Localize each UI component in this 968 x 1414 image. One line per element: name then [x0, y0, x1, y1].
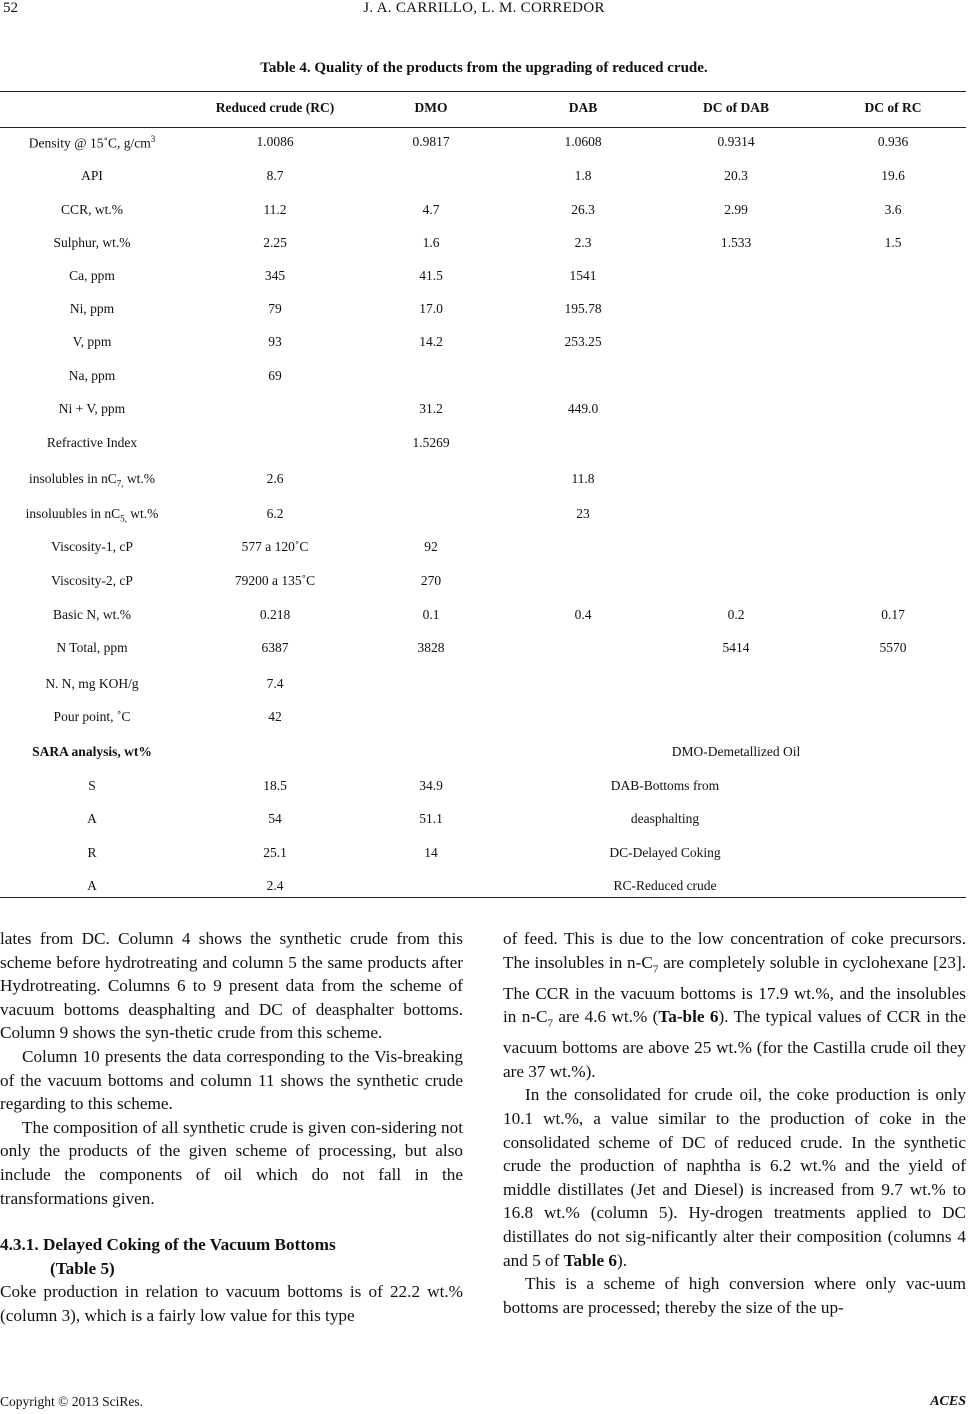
- table-cell: 5414: [722, 640, 750, 655]
- table-cell: 270: [420, 573, 442, 588]
- table-cell: 0.1: [422, 607, 440, 622]
- table-header-row: [0, 100, 966, 120]
- running-head: J. A. CARRILLO, L. M. CORREDOR: [363, 0, 605, 16]
- table-cell: 0.17: [881, 607, 905, 622]
- table-cell: 0.936: [877, 134, 909, 149]
- copyright-footer: Copyright © 2013 SciRes.: [0, 1394, 144, 1409]
- table-reference-link: Table 6: [563, 1250, 617, 1270]
- sara-row: [0, 811, 966, 831]
- table-cell: 5570: [879, 640, 907, 655]
- row-label: Density @ 15˚C, $g/cm^3$: [28, 134, 156, 151]
- table-row: [0, 539, 966, 559]
- table-cell: 8.7: [266, 168, 284, 183]
- section-heading-title: 4.3.1. Delayed Coking of the Vacuum Bottoms: [0, 1235, 336, 1255]
- table-row: [0, 506, 966, 526]
- table-cell: 25.1: [263, 845, 287, 860]
- table-cell: 23: [576, 506, 590, 521]
- table-top-rule: [0, 91, 966, 92]
- table-cell: 69: [268, 368, 282, 383]
- column-header: DMO: [414, 100, 448, 115]
- table-caption: Table 4. Quality of the products from the upgrading of reduced crude.: [260, 60, 708, 76]
- table-row: [0, 168, 966, 188]
- table-cell: 2.6: [266, 471, 284, 486]
- table-header-rule: [0, 127, 966, 128]
- row-label: R: [87, 845, 97, 860]
- paragraph: Coke production in relation to vacuum bottoms is of 22.2 wt.% (column 3), which is a fairly low value for this type: [0, 1282, 463, 1325]
- section-heading: [0, 1233, 463, 1280]
- table-reference-link: Ta-ble 6: [658, 1007, 719, 1027]
- table-cell: 0.9817: [412, 134, 450, 149]
- table-cell: 11.8: [571, 471, 595, 486]
- table-cell: 0.9314: [717, 134, 755, 149]
- sara-row: [0, 845, 966, 865]
- table-cell: 19.6: [881, 168, 905, 183]
- row-label: A: [87, 811, 97, 826]
- row-label: N. N, mg KOH/g: [45, 676, 139, 691]
- row-label: CCR, wt.%: [61, 202, 123, 217]
- table-cell: 6387: [261, 640, 289, 655]
- row-label: Ni + V, ppm: [58, 401, 126, 416]
- table-row: [0, 334, 966, 354]
- sara-header-row: [0, 744, 966, 764]
- paragraph: lates from DC. Column 4 shows the synthetic crude from this scheme before hydrotreating and column 5 the same products after Hydrotreating. Columns 6 to 9 present data from the scheme of vacuum bottoms deasphalting and DC of deasphalter bottoms. Column 9 shows the syn-thetic crude from this scheme.: [0, 929, 463, 1043]
- table-row: [0, 573, 966, 593]
- paragraph: Column 10 presents the data corresponding to the Vis-breaking of the vacuum bottoms and column 11 shows the synthetic crude regarding to this scheme.: [0, 1046, 463, 1114]
- table-row: [0, 607, 966, 627]
- row-label: Na, ppm: [68, 368, 116, 383]
- table-cell: 14: [424, 845, 438, 860]
- table-cell: 7.4: [266, 676, 284, 691]
- table-cell: 1.5: [884, 235, 902, 250]
- row-label: S: [88, 778, 96, 793]
- table-cell: 4.7: [422, 202, 440, 217]
- row-label: Ni, ppm: [69, 301, 115, 316]
- table-row: [0, 709, 966, 729]
- row-label: insoluubles in $nC_{5,}$ wt.%: [25, 506, 159, 524]
- table-cell: 577 a 120˚C: [241, 539, 309, 554]
- sara-row: [0, 878, 966, 898]
- table-row: [0, 235, 966, 255]
- table-cell: 93: [268, 334, 282, 349]
- paragraph: of feed. This is due to the low concentration of coke precursors. The insolubles in $n-C_7$ are completely soluble in cyclohexane [23]. The CCR in the vacuum bottoms is 17.9 wt.%, and the insolubles in $n-C_7$ are 4.6 wt.% (Ta-ble 6). The typical values of CCR in the vacuum bottoms are above 25 wt.% (for the Castilla crude oil they are 37 wt.%).: [503, 929, 967, 1081]
- left-column: [0, 927, 463, 1328]
- row-label: Refractive Index: [46, 435, 138, 450]
- table-cell: 51.1: [419, 811, 443, 826]
- table-cell: 449.0: [567, 401, 599, 416]
- table-cell: 2.4: [266, 878, 284, 893]
- table-cell: 1.0608: [564, 134, 602, 149]
- table-cell: 42: [268, 709, 282, 724]
- sara-row: [0, 778, 966, 798]
- table-cell: 1541: [569, 268, 597, 283]
- paragraph: The composition of all synthetic crude is given con-sidering not only the products of the given scheme of processing, but also include the components of oil which do not fall in the transformations given.: [0, 1117, 463, 1208]
- table-cell: 3.6: [884, 202, 902, 217]
- row-label: API: [81, 168, 103, 183]
- table-note: DC-Delayed Coking: [609, 845, 721, 860]
- column-header: DC of RC: [864, 100, 922, 115]
- table-cell: 1.6: [422, 235, 440, 250]
- column-header: Reduced crude (RC): [215, 100, 335, 115]
- table-note: DMO-Demetallized Oil: [671, 744, 801, 759]
- row-label: Pour point, ˚C: [53, 709, 131, 724]
- paragraph: This is a scheme of high conversion where only vac-uum bottoms are processed; thereby the size of the up-: [503, 1274, 966, 1317]
- table-cell: 20.3: [724, 168, 748, 183]
- table-cell: 54: [268, 811, 282, 826]
- row-label: Viscosity-1, cP: [51, 539, 133, 554]
- table-row: [0, 676, 966, 696]
- table-cell: 195.78: [564, 301, 602, 316]
- table-cell: 345: [264, 268, 286, 283]
- table-note: deasphalting: [630, 811, 700, 826]
- row-label: Viscosity-2, cP: [51, 573, 133, 588]
- section-heading-table-ref: (Table 5): [50, 1258, 115, 1278]
- table-cell: 2.3: [574, 235, 592, 250]
- table-cell: 26.3: [571, 202, 595, 217]
- table-row: [0, 435, 966, 455]
- table-cell: 0.218: [259, 607, 291, 622]
- row-label: insolubles in $nC_{7,}$ wt.%: [28, 471, 156, 489]
- table-cell: 14.2: [419, 334, 443, 349]
- table-row: [0, 268, 966, 288]
- table-cell: 34.9: [419, 778, 443, 793]
- page-number: 52: [3, 0, 18, 16]
- table-cell: 1.8: [574, 168, 592, 183]
- journal-footer: ACES: [930, 1394, 966, 1409]
- table-cell: 2.99: [724, 202, 748, 217]
- table-cell: 17.0: [419, 301, 443, 316]
- row-label: A: [87, 878, 97, 893]
- row-label: Basic N, wt.%: [53, 607, 131, 622]
- table-cell: 1.533: [720, 235, 752, 250]
- table-row: [0, 640, 966, 660]
- table-cell: 6.2: [266, 506, 284, 521]
- table-cell: 1.0086: [256, 134, 294, 149]
- column-header: DAB: [568, 100, 598, 115]
- table-cell: 0.2: [727, 607, 745, 622]
- row-label: Ca, ppm: [69, 268, 115, 283]
- table-cell: 31.2: [419, 401, 443, 416]
- row-label: V, ppm: [72, 334, 112, 349]
- table-row: [0, 401, 966, 421]
- row-label: Sulphur, wt.%: [53, 235, 131, 250]
- table-cell: 2.25: [263, 235, 287, 250]
- table-row: [0, 202, 966, 222]
- table-cell: 253.25: [564, 334, 602, 349]
- table-cell: 41.5: [419, 268, 443, 283]
- table-cell: 79200 a 135˚C: [234, 573, 316, 588]
- row-label: N Total, ppm: [56, 640, 128, 655]
- table-note: DAB-Bottoms from: [610, 778, 720, 793]
- table-cell: 11.2: [263, 202, 287, 217]
- sara-label: SARA analysis, wt%: [32, 744, 152, 759]
- table-row: [0, 368, 966, 388]
- table-note: RC-Reduced crude: [613, 878, 717, 893]
- table-row: [0, 134, 966, 154]
- table-cell: 79: [268, 301, 282, 316]
- table-cell: 0.4: [574, 607, 592, 622]
- column-header: DC of DAB: [703, 100, 769, 115]
- table-cell: 1.5269: [412, 435, 450, 450]
- table-cell: 92: [424, 539, 438, 554]
- right-column: [503, 927, 966, 1319]
- table-cell: 3828: [417, 640, 445, 655]
- paragraph: In the consolidated for crude oil, the coke production is only 10.1 wt.%, a value similar to the production of coke in the consolidated scheme of DC of reduced crude. In the synthetic crude the production of naphtha is 6.2 wt.% and the yield of middle distillates (Jet and Diesel) is increased from 9.7 wt.% to 16.8 wt.% (column 5). Hy-drogen treatments applied to DC distillates do not sig-nificantly alter their composition (columns 4 and 5 of Table 6).: [503, 1085, 966, 1270]
- table-row: [0, 301, 966, 321]
- table-row: [0, 471, 966, 491]
- table-cell: 18.5: [263, 778, 287, 793]
